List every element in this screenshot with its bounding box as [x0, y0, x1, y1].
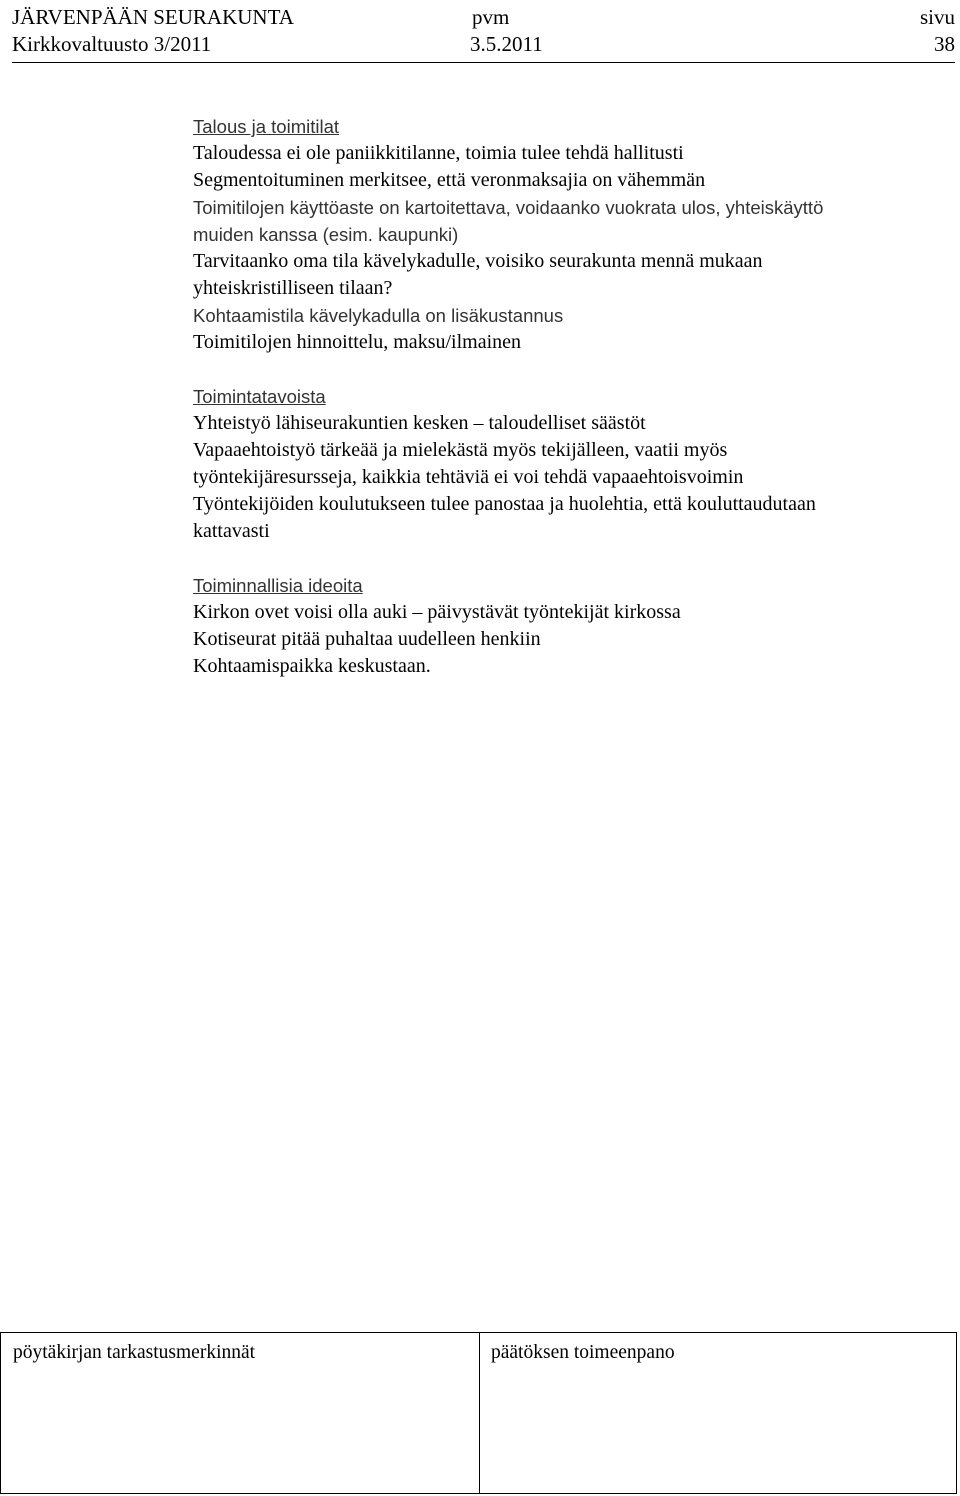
body-line: Toimitilojen käyttöaste on kartoitettava, voidaanko vuokrata ulos, yhteiskäyttö: [193, 197, 824, 218]
section: [193, 113, 933, 356]
meeting-name: Kirkkovaltuusto 3/2011: [12, 32, 212, 56]
organization-name: JÄRVENPÄÄN SEURAKUNTA: [12, 5, 294, 29]
section-heading: Toiminnallisia ideoita: [193, 575, 363, 596]
body-line: Kirkon ovet voisi olla auki – päivystävät työntekijät kirkossa: [193, 601, 681, 623]
section: [193, 383, 933, 545]
page-label: sivu: [919, 5, 955, 29]
body-line: työntekijäresursseja, kaikkia tehtäviä ei voi tehdä vapaaehtoisvoimin: [193, 466, 744, 488]
document-body: [193, 113, 933, 707]
body-line: kattavasti: [193, 520, 270, 542]
footer-divider: [479, 1333, 480, 1493]
body-line: muiden kanssa (esim. kaupunki): [193, 224, 459, 245]
page-number: 38: [934, 32, 955, 56]
body-line: Vapaaehtoistyö tärkeää ja mielekästä myös tekijälleen, vaatii myös: [193, 439, 728, 461]
implementation-label: päätöksen toimeenpano: [491, 1342, 675, 1363]
body-line: Segmentoituminen merkitsee, että veronmaksajia on vähemmän: [193, 169, 706, 191]
body-line: Kotiseurat pitää puhaltaa uudelleen henkiin: [193, 628, 541, 650]
body-line: Kohtaamistila kävelykadulla on lisäkustannus: [193, 305, 564, 326]
body-line: Työntekijöiden koulutukseen tulee panostaa ja huolehtia, että kouluttaudutaan: [193, 493, 816, 515]
body-line: Taloudessa ei ole paniikkitilanne, toimia tulee tehdä hallitusti: [193, 142, 684, 164]
page-header: [12, 2, 955, 63]
body-line: yhteiskristilliseen tilaan?: [193, 277, 393, 299]
review-marks-label: pöytäkirjan tarkastusmerkinnät: [13, 1342, 256, 1363]
meeting-date: 3.5.2011: [470, 32, 543, 56]
body-line: Kohtaamispaikka keskustaan.: [193, 655, 431, 677]
body-line: Yhteistyö lähiseurakuntien kesken – taloudelliset säästöt: [193, 412, 646, 434]
section-heading: Toimintatavoista: [193, 386, 326, 407]
section: [193, 572, 933, 680]
body-line: Tarvitaanko oma tila kävelykadulle, voisiko seurakunta mennä mukaan: [193, 250, 763, 272]
footer-signature-box: [0, 1332, 957, 1494]
section-heading: Talous ja toimitilat: [193, 116, 340, 137]
body-line: Toimitilojen hinnoittelu, maksu/ilmainen: [193, 331, 522, 353]
date-label: pvm: [472, 5, 510, 29]
